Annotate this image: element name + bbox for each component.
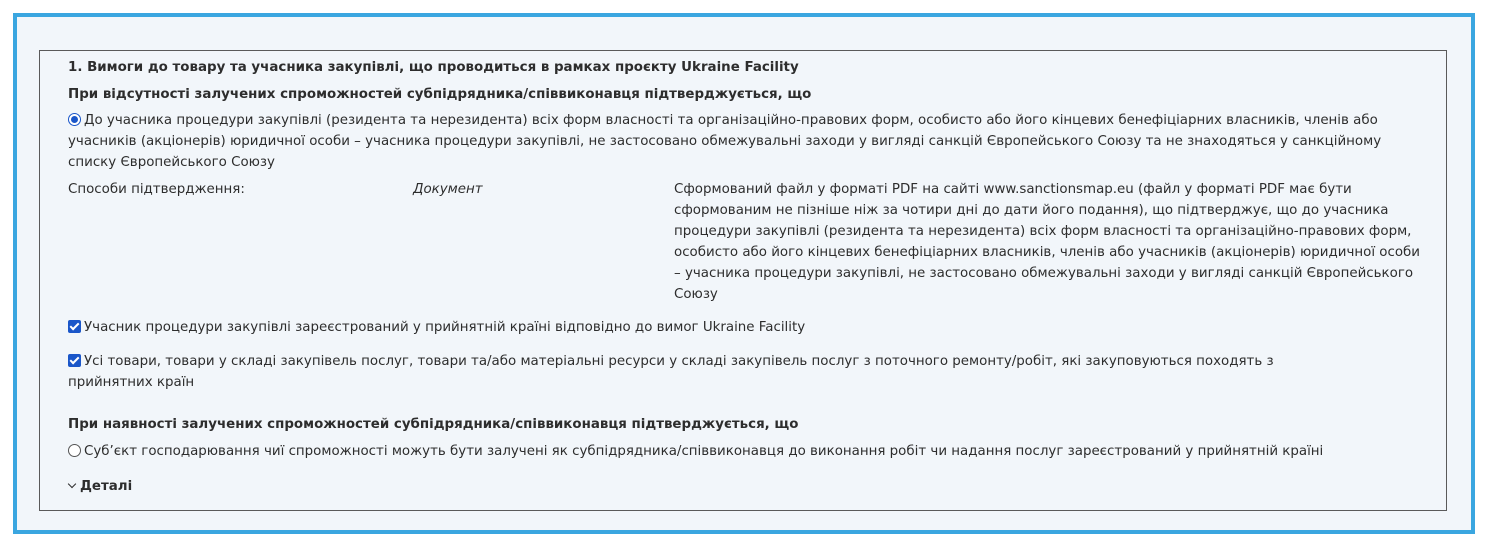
methods-description: Сформований файл у форматі PDF на сайті www.sanctionsmap.eu (файл у форматі PDF має бути сформованим не пізніше ніж за чотири дні до дати його подання), що підтверджує, що до учасника процедури закупівлі (резидента та нерезидента) всіх форм власності та організаційно-правових форм, особисто або його кінцевих бенефіціарних власників, членів або учасників (акціонерів) юридичної особи – учасника процедури закупівлі, не застосовано обмежувальні заходи у вигляді санкцій Європейського Союзу bbox=[674, 182, 1421, 302]
section-title: 1. Вимоги до товару та учасника закупівлі, що проводиться в рамках проєкту Ukraine Facility bbox=[68, 60, 799, 75]
sanctions-option-label: До учасника процедури закупівлі (резидента та нерезидента) всіх форм власності та організаційно-правових форм, особисто або його кінцевих бенефіціарних власників, членів або учасників (акціонерів) юридичної особи – учасника процедури закупівлі, не застосовано обмежувальні заходи у вигляді санкцій Європейського Союзу та не знаходяться у санкційному списку Європейського Союзу bbox=[68, 113, 1382, 170]
with-subcontractor-heading: При наявності залучених спроможностей субпідрядника/співвиконавця підтверджується, що bbox=[68, 417, 799, 432]
details-toggle[interactable] bbox=[68, 476, 132, 497]
without-subcontractor-heading: При відсутності залучених спроможностей субпідрядника/співвиконавця підтверджується, що bbox=[68, 87, 812, 102]
registered-country-checkbox[interactable] bbox=[68, 320, 81, 333]
requirements-card bbox=[39, 50, 1447, 511]
subcontractor-option[interactable] bbox=[68, 441, 1398, 462]
goods-origin-label: Усі товари, товари у складі закупівель послуг, товари та/або матеріальні ресурси у складі закупівель послуг з поточного ремонту/робіт, які закуповуються походять з прийнятних країн bbox=[68, 354, 1274, 390]
goods-origin-checkbox[interactable] bbox=[68, 354, 81, 367]
registered-country-option[interactable] bbox=[68, 317, 1398, 338]
details-label: Деталі bbox=[80, 479, 133, 494]
subcontractor-radio[interactable] bbox=[68, 444, 81, 457]
subcontractor-option-label: Суб’єкт господарювання чиї спроможності можуть бути залучені як субпідрядника/співвиконавця до виконання робіт чи надання послуг зареєстрований у прийнятній країні bbox=[84, 444, 1324, 459]
goods-origin-option[interactable] bbox=[68, 351, 1308, 393]
methods-label: Способи підтвердження: bbox=[68, 182, 245, 197]
outer-frame bbox=[13, 13, 1475, 534]
methods-type: Документ bbox=[413, 182, 483, 197]
sanctions-radio[interactable] bbox=[68, 113, 81, 126]
chevron-down-icon bbox=[68, 480, 76, 488]
sanctions-option[interactable] bbox=[68, 110, 1398, 173]
registered-country-label: Учасник процедури закупівлі зареєстрований у прийнятній країні відповідно до вимог Ukraine Facility bbox=[84, 320, 806, 335]
